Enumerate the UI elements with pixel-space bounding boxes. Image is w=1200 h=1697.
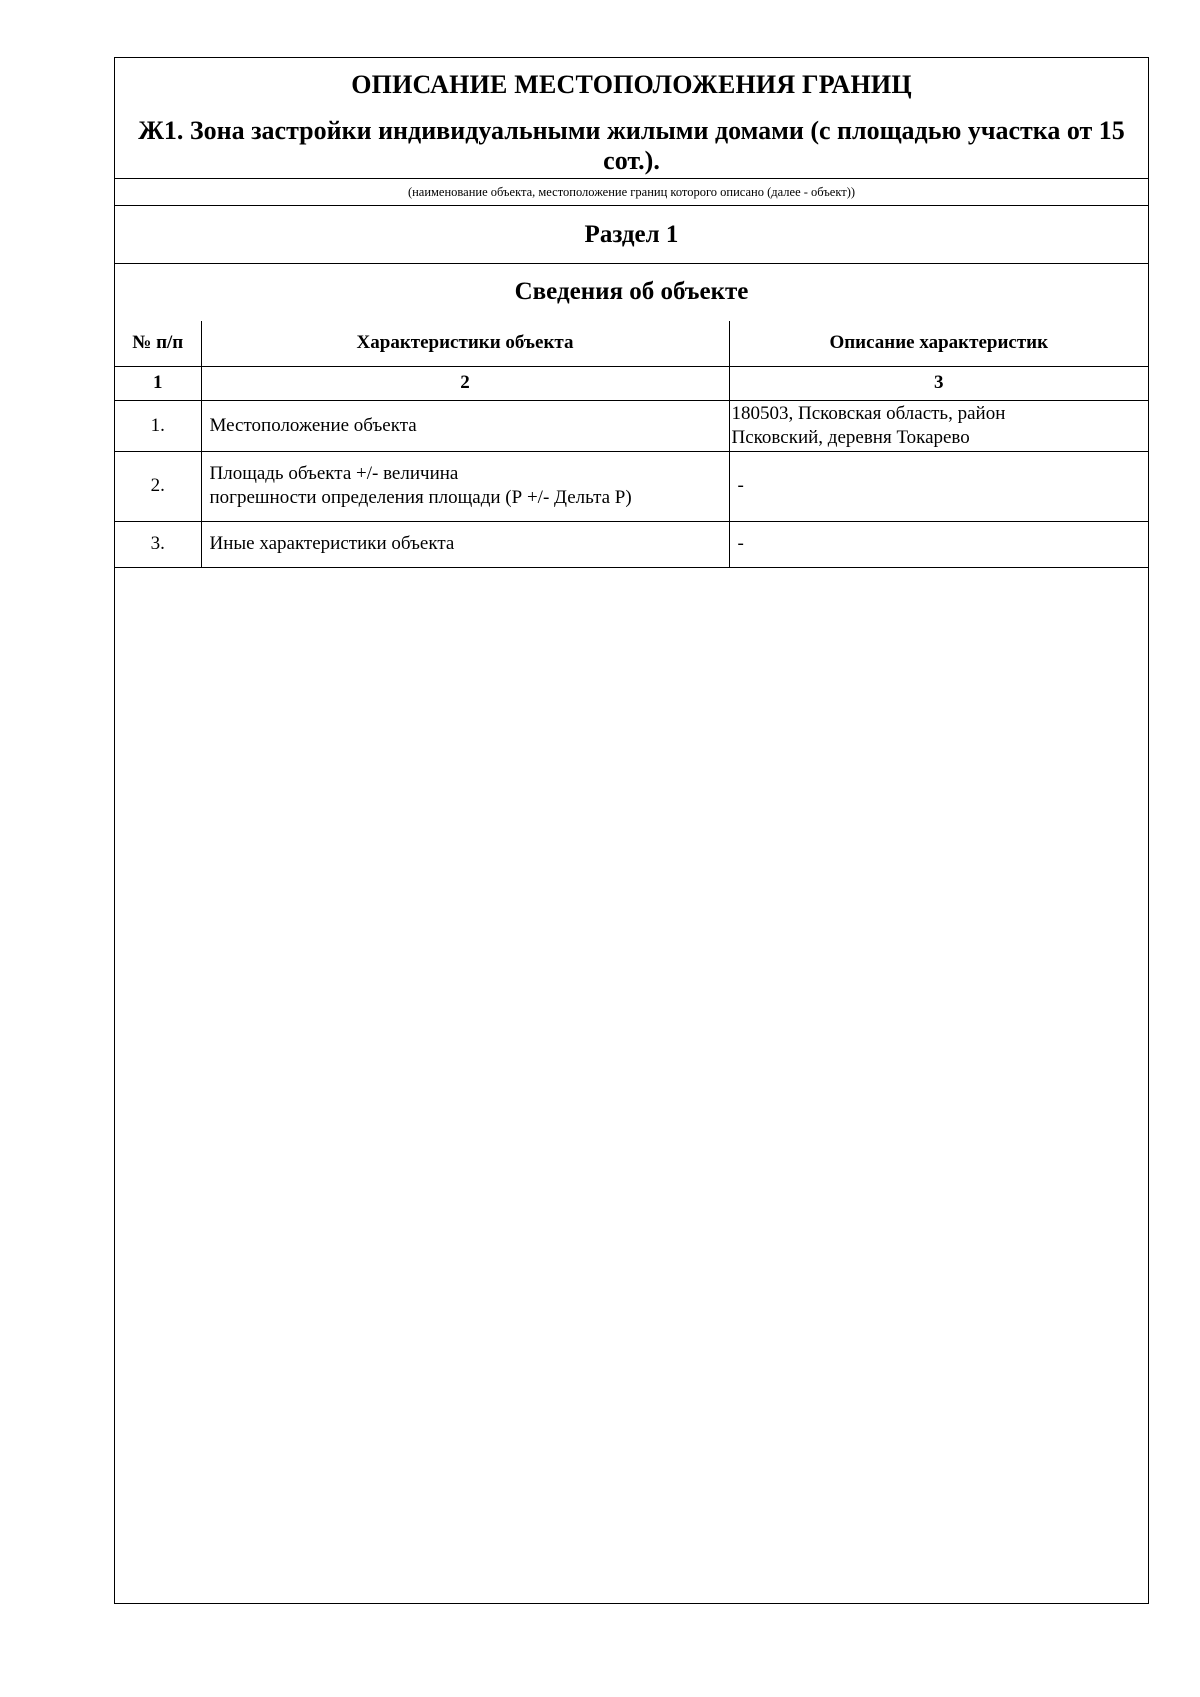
document-title: ОПИСАНИЕ МЕСТОПОЛОЖЕНИЯ ГРАНИЦ bbox=[351, 70, 912, 99]
row-description: - bbox=[729, 521, 1148, 567]
column-number-row bbox=[115, 366, 1148, 400]
row-description: 180503, Псковская область, район Псковский, деревня Токарево bbox=[729, 400, 1148, 451]
divider bbox=[115, 178, 1148, 179]
header-characteristic: Характеристики объекта bbox=[201, 321, 729, 366]
object-caption: (наименование объекта, местоположение границ которого описано (далее - объект)) bbox=[407, 185, 856, 199]
divider bbox=[115, 205, 1148, 206]
column-number: 3 bbox=[729, 366, 1148, 400]
table-row bbox=[115, 451, 1148, 521]
header-num: № п/п bbox=[115, 321, 201, 366]
section-number: Раздел 1 bbox=[584, 221, 679, 248]
column-number: 2 bbox=[201, 366, 729, 400]
row-characteristic: Площадь объекта +/- величина погрешности определения площади (Р +/- Дельта Р) bbox=[201, 451, 729, 521]
row-description: - bbox=[729, 451, 1148, 521]
row-num: 2. bbox=[115, 451, 201, 521]
document-frame bbox=[114, 57, 1149, 1604]
section-title: Сведения об объекте bbox=[514, 278, 749, 305]
object-info-table bbox=[115, 321, 1148, 568]
table-header-row bbox=[115, 321, 1148, 366]
header-description: Описание характеристик bbox=[729, 321, 1148, 366]
column-number: 1 bbox=[115, 366, 201, 400]
table-row bbox=[115, 400, 1148, 451]
row-characteristic: Местоположение объекта bbox=[201, 400, 729, 451]
row-num: 1. bbox=[115, 400, 201, 451]
divider bbox=[115, 263, 1148, 264]
object-name: Ж1. Зона застройки индивидуальными жилыми домами (с площадью участка от 15 сот.). bbox=[138, 116, 1125, 175]
row-num: 3. bbox=[115, 521, 201, 567]
table-row bbox=[115, 521, 1148, 567]
row-characteristic: Иные характеристики объекта bbox=[201, 521, 729, 567]
